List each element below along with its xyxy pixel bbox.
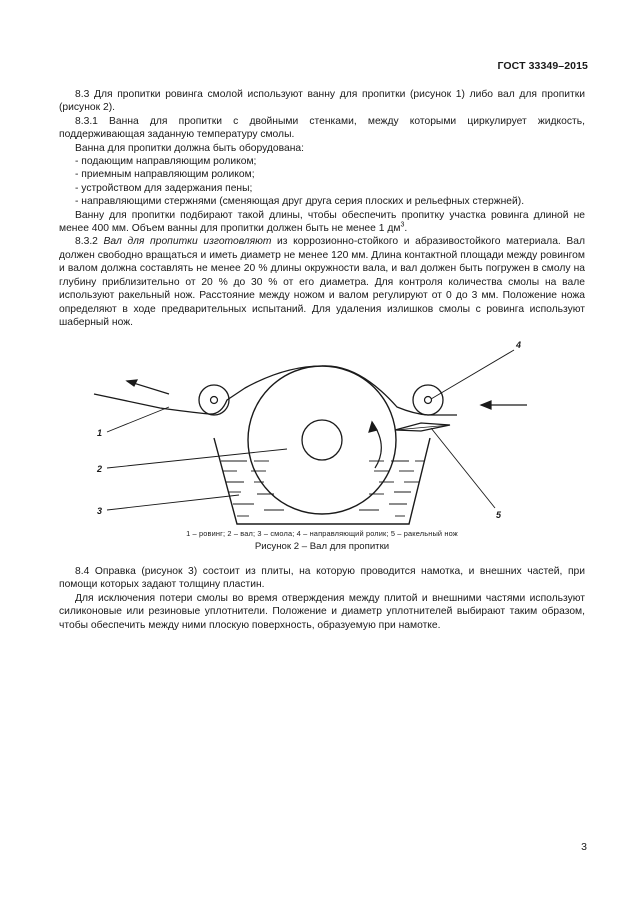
paragraph-sealants: Для исключения потери смолы во время отверждения между плитой и внешними частями используют силиконовые или резиновые уплотнители. Положение и диаметр уплотнителей выбирают таким образом, чтобы обеспечить между ними плоскую поверхность, образуемую при намотке.: [59, 592, 585, 631]
section-8-3-text: [59, 88, 585, 329]
paragraph-8-4: 8.4 Оправка (рисунок 3) состоит из плиты, на которую проводится намотка, и внешних частей, при помощи которых задают толщину пластин.: [59, 566, 585, 591]
callout-label-2: 2: [97, 464, 103, 474]
feed-roller-axle: [211, 397, 218, 404]
page-number: 3: [581, 841, 587, 853]
paragraph-8-3-1: 8.3.1 Ванна для пропитки с двойными стенками, между которыми циркулирует жидкость, поддерживающая заданную температуру смолы.: [59, 115, 585, 141]
callout-leader-3: [107, 495, 239, 510]
take-up-guide-roller: [413, 385, 443, 415]
document-standard-number: ГОСТ 33349–2015: [497, 60, 588, 72]
list-item: - подающим направляющим роликом;: [75, 156, 257, 168]
roving: [94, 366, 457, 415]
list-item: - устройством для задержания пены;: [75, 182, 253, 194]
impregnation-roll: [248, 366, 396, 514]
callout-label-5: 5: [496, 510, 502, 520]
callout-leader-4: [431, 350, 514, 399]
roving-direction-arrow-out: [127, 380, 169, 394]
italic-term: Вал для пропитки изготовляют: [103, 236, 272, 248]
roving-direction-arrow-in: [481, 401, 527, 409]
doctor-blade: [395, 423, 450, 431]
callout-label-1: 1: [97, 428, 103, 438]
paragraph-8-3-2: 8.3.2 Вал для пропитки изготовляют из коррозионно-стойкого и абразивостойкого материала. Вал должен свободно вращаться и иметь диаметр не менее 120 мм. Длина контактной площади между ровингом и валом должна составлять не менее 20 % длины окружности вала, и вал должен быть погружен в смолу на глубину приблизительно от 20 % до 30 % от его диаметра. Для контроля количества смолы на вале используют ракельный нож. Расстояние между ножом и валом регулируют от 0 до 3 мм. Положение ножа определяют в ходе предварительных испытаний. Для удаления излишков смолы с ровинга используют шаберный нож.: [59, 236, 586, 328]
callout-leader-1: [107, 407, 169, 432]
list-item: - направляющими стержнями (сменяющая друг друга серия плоских и рельефных стержней).: [75, 196, 525, 208]
figure-legend: 1 – ровинг; 2 – вал; 3 – смола; 4 – направляющий ролик; 5 – ракельный нож: [186, 529, 458, 538]
section-8-4-text: [59, 565, 585, 632]
feed-guide-roller: [199, 385, 229, 415]
callout-label-4: 4: [516, 340, 522, 350]
paragraph-equipment-intro: Ванна для пропитки должна быть оборудована:: [75, 142, 304, 154]
callout-label-3: 3: [97, 506, 103, 516]
list-item: - приемным направляющим роликом;: [75, 169, 255, 181]
resin-bath: [214, 438, 430, 524]
callout-leader-2: [107, 449, 287, 468]
roll-shaft: [302, 420, 342, 460]
callout-leader-5: [431, 428, 495, 508]
take-up-roller-axle: [425, 397, 432, 404]
superscript: 3: [400, 221, 405, 229]
paragraph-bath-length: Ванну для пропитки подбирают такой длины, чтобы обеспечить пропитку участка ровинга длиной не менее 400 мм. Объем ванны для пропитки должен быть не менее 1 $дм^3$.: [59, 209, 585, 235]
figure-caption: Рисунок 2 – Вал для пропитки: [254, 541, 390, 552]
resin-surface: [221, 461, 424, 516]
paragraph-8-3: 8.3 Для пропитки ровинга смолой используют ванну для пропитки (рисунок 1) либо вал для пропитки (рисунок 2).: [59, 89, 585, 114]
roller-impregnation-diagram: [59, 334, 585, 534]
